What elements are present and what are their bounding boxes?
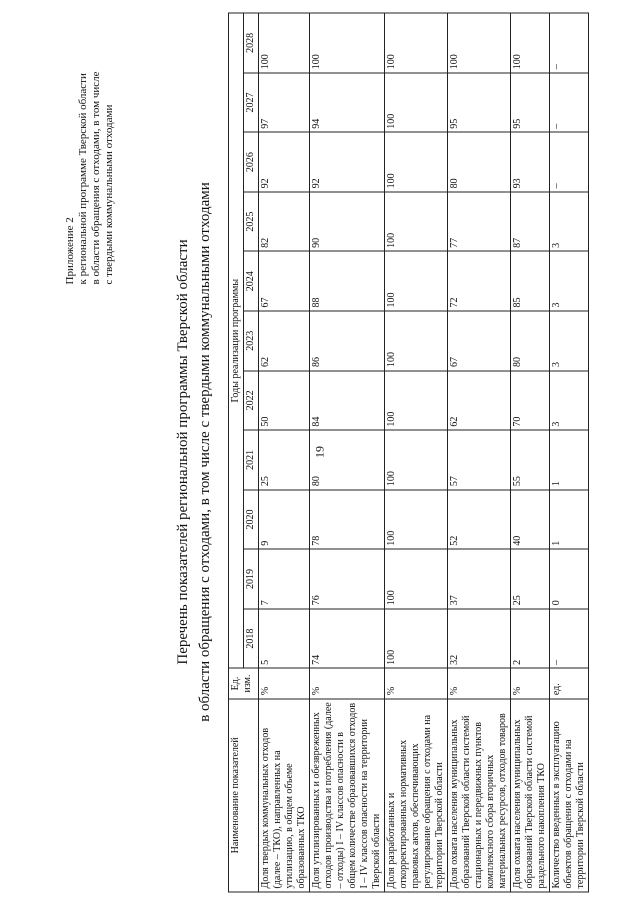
year-header: 2023 (244, 311, 259, 371)
indicator-value: 3 (550, 192, 589, 252)
indicator-value: 3 (550, 311, 589, 371)
table-row (448, 13, 511, 892)
indicator-value: 62 (259, 311, 310, 371)
indicator-value: 100 (385, 13, 448, 73)
indicator-value: 80 (448, 132, 511, 192)
indicator-value: 87 (511, 192, 550, 252)
year-header: 2027 (244, 73, 259, 133)
appendix-note (64, 25, 116, 285)
indicator-value: 100 (259, 13, 310, 73)
table-row (511, 13, 550, 892)
table-row (385, 13, 448, 892)
year-header: 2022 (244, 371, 259, 431)
indicator-value: 100 (385, 371, 448, 431)
indicator-value: 97 (259, 73, 310, 133)
indicator-value: 92 (310, 132, 385, 192)
indicator-value: 100 (385, 132, 448, 192)
document-title (172, 30, 216, 875)
indicator-value: 100 (385, 430, 448, 490)
indicator-unit: % (259, 668, 310, 698)
indicator-value: 80 (310, 430, 385, 490)
indicator-value: 55 (511, 430, 550, 490)
indicator-value: 77 (448, 192, 511, 252)
name-column-header: Наименование показателей (229, 699, 259, 892)
indicator-value: – (550, 609, 589, 669)
indicator-unit: % (310, 668, 385, 698)
appendix-line: с твердыми коммунальными отходами (103, 104, 115, 285)
indicator-unit: ед. (550, 668, 589, 698)
indicator-value: 37 (448, 549, 511, 609)
indicator-value: 40 (511, 490, 550, 550)
indicator-value: 25 (259, 430, 310, 490)
indicator-value: 9 (259, 490, 310, 550)
indicator-value: 95 (511, 73, 550, 133)
indicator-value: 52 (448, 490, 511, 550)
indicator-value: 0 (550, 549, 589, 609)
year-header: 2028 (244, 13, 259, 73)
indicator-value: – (550, 132, 589, 192)
table-row (310, 13, 385, 892)
indicator-value: 80 (511, 311, 550, 371)
indicator-value: 84 (310, 371, 385, 431)
year-header: 2020 (244, 490, 259, 550)
indicator-value: 32 (448, 609, 511, 669)
year-header: 2018 (244, 609, 259, 669)
indicator-value: 76 (310, 549, 385, 609)
indicator-value: 67 (259, 251, 310, 311)
indicator-value: 100 (448, 13, 511, 73)
indicator-name: Количество введенных в эксплуатацию объектов обращения с отходами на территории Тверской области (550, 699, 589, 892)
indicator-value: – (550, 13, 589, 73)
year-header: 2024 (244, 251, 259, 311)
indicator-name: Доля утилизированных и обезвреженных отходов производства и потребления (далее – отходы) I – IV классов опасности в общем количестве образовавшихся отходов I – IV классов опасности на территории Тверской области (310, 699, 385, 892)
title-line-1: Перечень показателей региональной программы Тверской области (175, 239, 191, 665)
indicator-value: 100 (310, 13, 385, 73)
indicator-value: 92 (259, 132, 310, 192)
indicator-value: 100 (385, 549, 448, 609)
indicator-value: 82 (259, 192, 310, 252)
indicator-value: 100 (385, 609, 448, 669)
indicator-value: 88 (310, 251, 385, 311)
indicator-value: 25 (511, 549, 550, 609)
appendix-line: Приложение 2 (64, 217, 76, 285)
year-header: 2021 (244, 430, 259, 490)
year-header: 2019 (244, 549, 259, 609)
indicator-value: 1 (550, 430, 589, 490)
unit-column-header: Ед. изм. (229, 668, 259, 698)
year-header: 2026 (244, 132, 259, 192)
indicator-unit: % (385, 668, 448, 698)
indicator-value: 95 (448, 73, 511, 133)
indicator-name: Доля разработанных и откорректированных нормативных правовых актов, обеспечивающих регулирование обращения с отходами на территории Тверской области (385, 699, 448, 892)
indicator-value: 100 (511, 13, 550, 73)
indicator-value: 100 (385, 490, 448, 550)
indicator-value: 86 (310, 311, 385, 371)
indicator-value: 90 (310, 192, 385, 252)
indicator-value: 100 (385, 311, 448, 371)
indicator-value: 2 (511, 609, 550, 669)
indicator-value: 78 (310, 490, 385, 550)
indicator-value: 3 (550, 251, 589, 311)
year-header: 2025 (244, 192, 259, 252)
indicator-value: 62 (448, 371, 511, 431)
indicator-value: 72 (448, 251, 511, 311)
years-header: Годы реализации программы (229, 13, 244, 668)
indicator-value: 7 (259, 549, 310, 609)
indicator-unit: % (448, 668, 511, 698)
indicator-value: 100 (385, 73, 448, 133)
indicator-value: 3 (550, 371, 589, 431)
indicator-name: Доля охвата населения муниципальных образований Тверской области системой раздельного накопления ТКО (511, 699, 550, 892)
appendix-line: в области обращения с отходами, в том числе (90, 71, 102, 285)
table-row (259, 13, 310, 892)
title-line-2: в области обращения с отходами, в том числе с твердыми коммунальными отходами (197, 182, 213, 722)
indicator-value: 100 (385, 251, 448, 311)
indicator-value: 85 (511, 251, 550, 311)
indicator-value: 5 (259, 609, 310, 669)
indicator-value: 74 (310, 609, 385, 669)
indicator-name: Доля охвата населения муниципальных образований Тверской области системой стационарных и передвижных пунктов комплексного сбора вторичных материальных ресурсов, отходов товаров (448, 699, 511, 892)
indicator-value: 50 (259, 371, 310, 431)
indicator-value: 1 (550, 490, 589, 550)
table-row (550, 13, 589, 892)
indicator-value: – (550, 73, 589, 133)
appendix-line: к региональной программе Тверской области (77, 73, 89, 285)
page-number: 19 (312, 446, 327, 458)
indicator-value: 67 (448, 311, 511, 371)
indicator-name: Доля твердых коммунальных отходов (далее – ТКО), направленных на утилизацию, в общем объеме образованных ТКО (259, 699, 310, 892)
indicator-value: 70 (511, 371, 550, 431)
indicators-table (228, 13, 589, 893)
indicator-unit: % (511, 668, 550, 698)
indicator-value: 100 (385, 192, 448, 252)
indicator-value: 94 (310, 73, 385, 133)
indicator-value: 93 (511, 132, 550, 192)
indicator-value: 57 (448, 430, 511, 490)
